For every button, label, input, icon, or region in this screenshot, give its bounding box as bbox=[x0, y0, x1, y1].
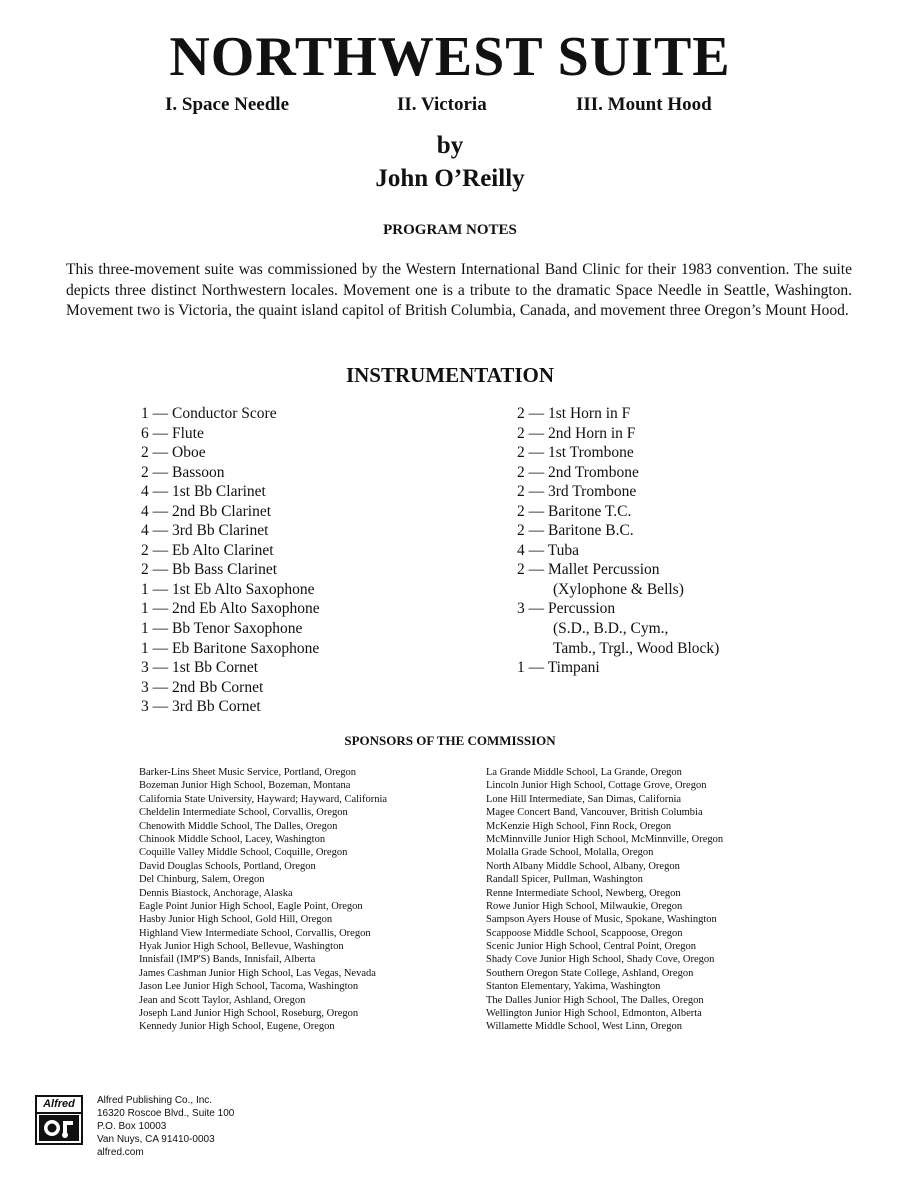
instrument-item: 4 — 1st Bb Clarinet bbox=[141, 483, 266, 501]
alfred-logo bbox=[35, 1095, 83, 1145]
sponsor-item: Innisfail (IMP'S) Bands, Innisfail, Alberta bbox=[139, 954, 316, 966]
sponsor-item: North Albany Middle School, Albany, Oregon bbox=[486, 860, 680, 872]
publisher-address: 16320 Roscoe Blvd., Suite 100 bbox=[97, 1108, 235, 1119]
sponsor-item: California State University, Hayward; Hayward, California bbox=[139, 793, 388, 805]
instrument-item: 2 — Baritone T.C. bbox=[517, 502, 632, 520]
instrument-item: 3 — Percussion bbox=[517, 600, 616, 618]
page-title: NORTHWEST SUITE bbox=[169, 26, 731, 88]
sponsor-item: Hyak Junior High School, Bellevue, Washington bbox=[139, 941, 344, 953]
instrument-item: 1 — Bb Tenor Saxophone bbox=[141, 620, 303, 638]
sponsor-item: Hasby Junior High School, Gold Hill, Oregon bbox=[139, 914, 333, 926]
instrument-item: 2 — 1st Horn in F bbox=[517, 405, 631, 422]
program-notes-heading: PROGRAM NOTES bbox=[383, 222, 517, 238]
sponsor-item: Rowe Junior High School, Milwaukie, Oregon bbox=[486, 900, 683, 912]
instrument-item: 3 — 2nd Bb Cornet bbox=[141, 678, 264, 696]
sponsors-heading: SPONSORS OF THE COMMISSION bbox=[344, 733, 556, 748]
instrument-item: 2 — Baritone B.C. bbox=[517, 522, 634, 540]
sponsor-item: The Dalles Junior High School, The Dalles, Oregon bbox=[486, 994, 704, 1006]
instrument-item-detail: (S.D., B.D., Cym., bbox=[553, 620, 669, 638]
instrument-item: 4 — 2nd Bb Clarinet bbox=[141, 502, 272, 520]
instrument-item: 2 — Oboe bbox=[141, 444, 206, 462]
movement-3: III. Mount Hood bbox=[576, 94, 712, 115]
instrument-item: 2 — Bassoon bbox=[141, 463, 225, 481]
instrument-item: 2 — 2nd Horn in F bbox=[517, 424, 636, 442]
composer-name: John O’Reilly bbox=[375, 165, 525, 192]
sponsor-item: Southern Oregon State College, Ashland, Oregon bbox=[486, 967, 694, 979]
sponsor-item: Cheldelin Intermediate School, Corvallis, Oregon bbox=[139, 807, 348, 819]
movement-1: I. Space Needle bbox=[165, 94, 290, 115]
sponsor-item: Magee Concert Band, Vancouver, British Columbia bbox=[486, 807, 703, 819]
sponsor-item: Highland View Intermediate School, Corvallis, Oregon bbox=[139, 927, 371, 939]
sponsor-item: McKenzie High School, Finn Rock, Oregon bbox=[486, 820, 672, 832]
sponsors-list-left bbox=[139, 766, 387, 1034]
sponsor-item: Scenic Junior High School, Central Point, Oregon bbox=[486, 941, 696, 953]
sponsor-item: Chenowith Middle School, The Dalles, Oregon bbox=[139, 820, 338, 832]
sponsor-item: Stanton Elementary, Yakima, Washington bbox=[486, 981, 661, 993]
program-notes-text: This three-movement suite was commissioned by the Western International Band Clinic for their 1983 convention. The suite depicts three distinct Northwestern locales. Movement one is a tribute to the dramatic Space Needle in Seattle, Washington. Movement two is Victoria, the quaint island capitol of British Columbia, Canada, and movement three Oregon’s Mount Hood. bbox=[66, 261, 852, 319]
sponsor-item: Renne Intermediate School, Newberg, Oregon bbox=[486, 887, 681, 899]
sponsor-item: Coquille Valley Middle School, Coquille, Oregon bbox=[139, 847, 348, 859]
publisher-name: Alfred Publishing Co., Inc. bbox=[97, 1095, 213, 1106]
sponsor-item: Dennis Biastock, Anchorage, Alaska bbox=[139, 887, 293, 899]
instrument-item: 2 — 3rd Trombone bbox=[517, 483, 637, 501]
sponsor-item: McMinnville Junior High School, McMinnville, Oregon bbox=[486, 833, 724, 845]
sponsor-item: Barker-Lins Sheet Music Service, Portland, Oregon bbox=[139, 767, 357, 778]
music-note-icon bbox=[39, 1115, 79, 1141]
sponsor-item: La Grande Middle School, La Grande, Oregon bbox=[486, 767, 682, 778]
sponsor-item: Wellington Junior High School, Edmonton, Alberta bbox=[486, 1008, 702, 1020]
sponsor-item: Bozeman Junior High School, Bozeman, Montana bbox=[139, 780, 351, 792]
instrument-item: 2 — 2nd Trombone bbox=[517, 463, 639, 481]
by-line: by bbox=[436, 132, 464, 159]
sponsor-item: Lone Hill Intermediate, San Dimas, California bbox=[486, 793, 682, 805]
sponsor-item: Jean and Scott Taylor, Ashland, Oregon bbox=[139, 994, 306, 1006]
sponsor-item: David Douglas Schools, Portland, Oregon bbox=[139, 860, 316, 872]
instrument-item: 1 — Eb Baritone Saxophone bbox=[141, 639, 320, 657]
instrument-item: 1 — 1st Eb Alto Saxophone bbox=[141, 580, 315, 598]
sponsor-item: Joseph Land Junior High School, Roseburg, Oregon bbox=[139, 1008, 359, 1020]
sponsor-item: Lincoln Junior High School, Cottage Grove, Oregon bbox=[486, 780, 707, 792]
instrument-item: 3 — 3rd Bb Cornet bbox=[141, 698, 261, 716]
publisher-website: alfred.com bbox=[97, 1147, 144, 1158]
sponsor-item: Molalla Grade School, Molalla, Oregon bbox=[486, 847, 654, 859]
instrument-item: 1 — 2nd Eb Alto Saxophone bbox=[141, 600, 320, 618]
sponsor-item: Randall Spicer, Pullman, Washington bbox=[486, 874, 643, 886]
instrumentation-heading: INSTRUMENTATION bbox=[345, 363, 555, 387]
sponsor-item: Chinook Middle School, Lacey, Washington bbox=[139, 833, 326, 845]
instrument-item: 2 — Bb Bass Clarinet bbox=[141, 561, 278, 579]
sponsor-item: Kennedy Junior High School, Eugene, Oregon bbox=[139, 1021, 335, 1033]
instrument-item: 4 — 3rd Bb Clarinet bbox=[141, 522, 269, 540]
instrument-item: 2 — Mallet Percussion bbox=[517, 561, 660, 579]
instrument-item-detail: Tamb., Trgl., Wood Block) bbox=[553, 639, 720, 657]
logo-wordmark: Alfred bbox=[37, 1097, 81, 1114]
sponsors-list-right bbox=[486, 766, 723, 1034]
instrument-item: 4 — Tuba bbox=[517, 541, 580, 559]
sponsor-item: James Cashman Junior High School, Las Vegas, Nevada bbox=[139, 967, 376, 979]
sponsor-item: Shady Cove Junior High School, Shady Cove, Oregon bbox=[486, 954, 715, 966]
instrument-item: 6 — Flute bbox=[141, 424, 204, 442]
instrument-item: 2 — Eb Alto Clarinet bbox=[141, 541, 274, 559]
sponsor-item: Scappoose Middle School, Scappoose, Oregon bbox=[486, 927, 683, 939]
instrument-item: 3 — 1st Bb Cornet bbox=[141, 659, 259, 677]
sponsor-item: Del Chinburg, Salem, Oregon bbox=[139, 874, 265, 886]
instrument-item: 2 — 1st Trombone bbox=[517, 444, 634, 462]
publisher-info bbox=[97, 1094, 234, 1159]
instrumentation-list-right bbox=[517, 404, 719, 678]
publisher-city: Van Nuys, CA 91410-0003 bbox=[97, 1134, 215, 1145]
instrument-item: 1 — Timpani bbox=[517, 659, 600, 677]
publisher-po-box: P.O. Box 10003 bbox=[97, 1121, 167, 1132]
sponsor-item: Eagle Point Junior High School, Eagle Point, Oregon bbox=[139, 900, 363, 912]
movement-2: II. Victoria bbox=[397, 94, 487, 115]
instrument-item-detail: (Xylophone & Bells) bbox=[553, 580, 684, 598]
sponsor-item: Willamette Middle School, West Linn, Oregon bbox=[486, 1021, 682, 1033]
instrumentation-list-left bbox=[141, 404, 320, 717]
sponsor-item: Sampson Ayers House of Music, Spokane, Washington bbox=[486, 914, 717, 926]
instrument-item: 1 — Conductor Score bbox=[141, 405, 277, 422]
sponsor-item: Jason Lee Junior High School, Tacoma, Washington bbox=[139, 981, 359, 993]
